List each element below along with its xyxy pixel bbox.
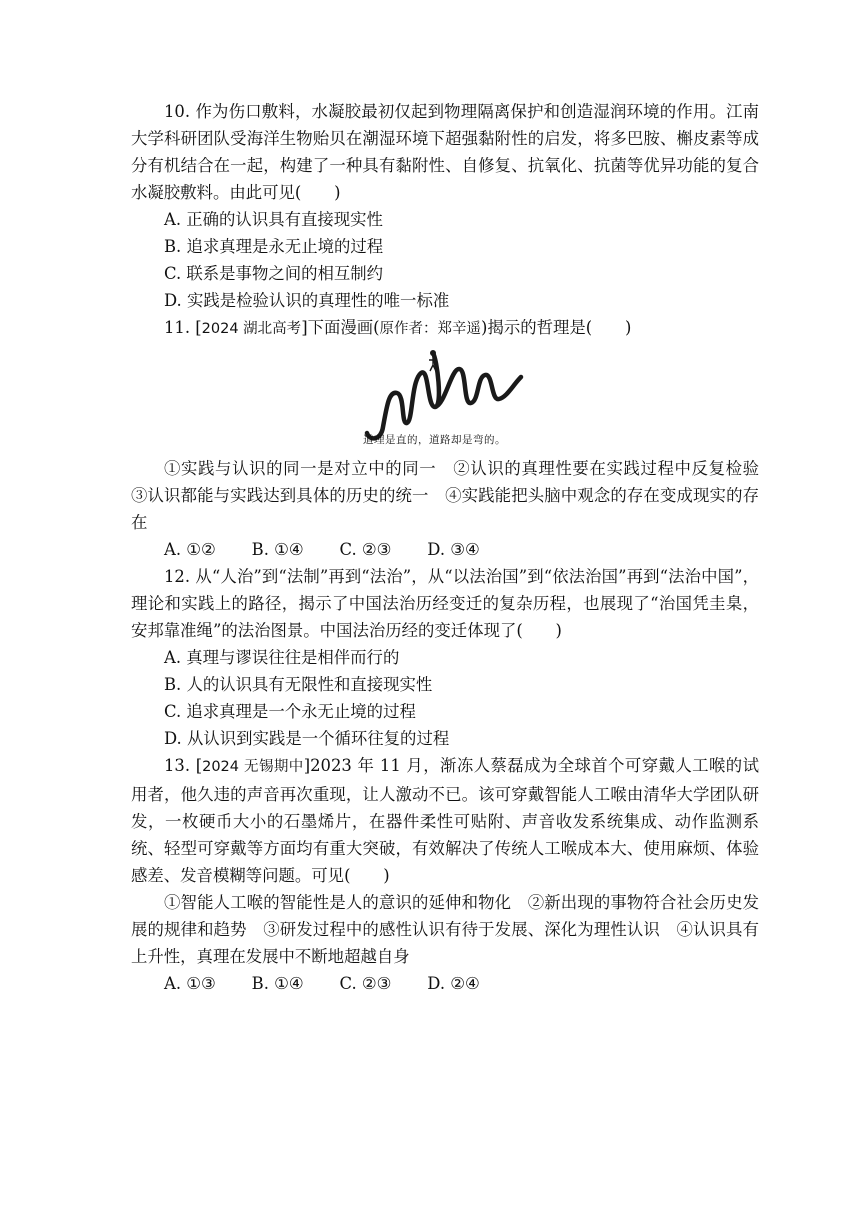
question-13-choice-b: B. ①④ [251,974,304,993]
question-11-choice-a: A. ①② [164,540,216,559]
question-11-stem [131,314,759,343]
cartoon-winding-road-image [363,347,531,443]
question-13-choice-a: A. ①③ [164,974,216,993]
question-10-stem: 10. 作为伤口敷料，水凝胶最初仅起到物理隔离保护和创造湿润环境的作用。江南大学科研团队受海洋生物贻贝在潮湿环境下超强黏附性的启发，将多巴胺、槲皮素等成分有机结合在一起，构建了一种具有黏附性、自修复、抗氧化、抗菌等优异功能的复合水凝胶敷料。由此可见( ) [131,102,759,202]
question-12-option-d: D. 从认识到实践是一个循环往复的过程 [164,729,450,748]
question-10-option-b: B. 追求真理是永无止境的过程 [164,237,384,256]
question-11-choice-c: C. ②③ [339,540,392,559]
question-10-option-c: C. 联系是事物之间的相互制约 [164,264,384,283]
question-11-choice-b: B. ①④ [251,540,304,559]
question-13-choices [131,970,759,997]
question-13-statements: ①智能人工喉的智能性是人的意识的延伸和物化 ②新出现的事物符合社会历史发展的规律和趋势 ③研发过程中的感性认识有待于发展、深化为理性认识 ④认识具有上升性，真理在发展中不断地超越自身 [131,893,759,966]
question-list [131,98,776,997]
question-11-source: 2024 湖北高考 [201,321,302,337]
question-10-option-d: D. 实践是检验认识的真理性的唯一标准 [164,291,450,310]
winding-road-path [367,353,521,438]
walker-head [430,350,436,356]
question-13-choice-d: D. ②④ [427,974,480,993]
question-11-choice-d: D. ③④ [427,540,480,559]
question-12-stem: 12. 从“人治”到“法制”再到“法治”，从“以法治国”到“依法治国”再到“法治中国”，理论和实践上的路径，揭示了中国法治历经变迁的复杂历程，也展现了“治国凭圭臬，安邦靠准绳”的法治图景。中国法治历经的变迁体现了( ) [131,567,759,640]
question-11-stem-end: )揭示的哲理是( ) [481,318,632,337]
question-13-stem [131,752,759,889]
question-10-option-a: A. 正确的认识具有直接现实性 [164,210,383,229]
question-13-number: 13. [ [164,756,203,775]
cartoon-caption: 道理是直的，道路却是弯的。 [363,434,506,446]
question-11-number: 11. [ [164,318,202,337]
question-13-choice-c: C. ②③ [339,974,392,993]
question-11-choices [131,536,759,563]
question-12-option-a: A. 真理与谬误往往是相伴而行的 [164,648,400,667]
question-11-statements: ①实践与认识的同一是对立中的同一 ②认识的真理性要在实践过程中反复检验 ③认识都能与实践达到具体的历史的统一 ④实践能把头脑中观念的存在变成现实的存在 [131,459,776,532]
question-13-stem-text: ]2023 年 11 月，渐冻人蔡磊成为全球首个可穿戴人工喉的试用者，他久违的声音再次重现，让人激动不已。该可穿戴智能人工喉由清华大学团队研发，一枚硬币大小的石墨烯片，在器件柔性可贴附、声音收发系统集成、动作监测系统、轻型可穿戴等方面均有重大突破，有效解决了传统人工喉成本大、使用麻烦、体验感差、发音模糊等问题。可见( ) [131,756,760,885]
question-11-author: 原作者：郑辛遥 [379,321,482,337]
question-12-option-b: B. 人的认识具有无限性和直接现实性 [164,675,433,694]
question-12-option-c: C. 追求真理是一个永无止境的过程 [164,702,416,721]
question-11-stem-mid: ]下面漫画( [301,318,380,337]
question-13-source: 2024 无锡期中 [202,759,304,775]
cartoon-figure [131,345,759,451]
